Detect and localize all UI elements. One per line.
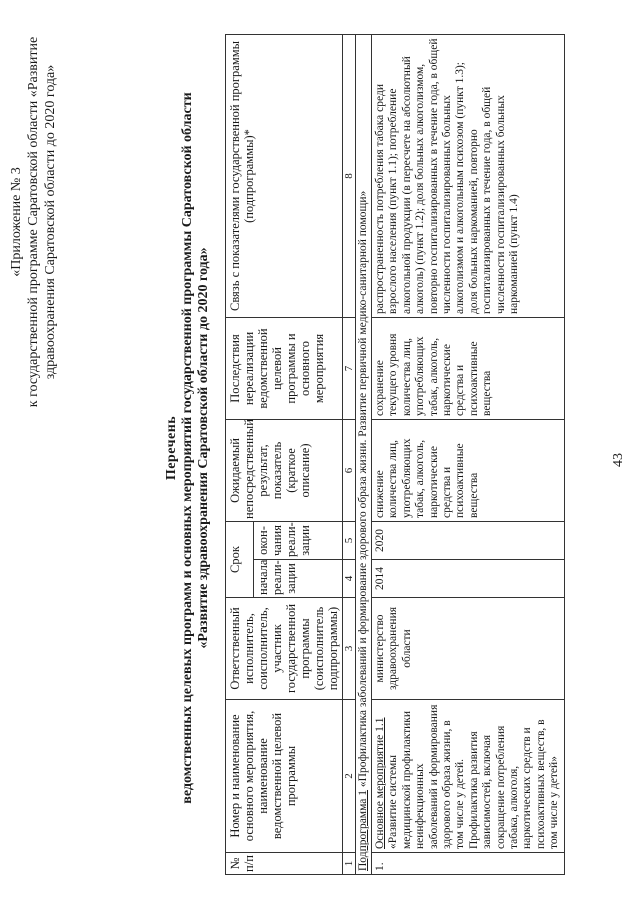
- subprogram-row: [356, 34, 372, 874]
- non-implementation-consequence: сохранение текущего уровня количества лиц, употребляющих табак, алкоголь, наркотические средства и психоактивные вещества: [372, 317, 565, 419]
- header-term: Срок: [226, 521, 254, 597]
- title-line-2: ведомственных целевых программ и основных мероприятий государственной программы Саратовской области: [180, 92, 195, 804]
- appendix-header: [8, 7, 59, 437]
- header-link: Связь с показателями государственной программы (подпрограммы)*: [226, 34, 343, 317]
- header-result: Ожидаемый непосредственный результат, показатель (краткое описание): [226, 419, 343, 521]
- measure-name-underlined: Основное мероприятие 1.1: [374, 717, 386, 849]
- appendix-line-1: «Приложение № 3: [9, 167, 24, 277]
- col-number-6: 6: [343, 419, 356, 521]
- header-num: № п/п: [226, 853, 343, 875]
- subprogram-prefix: Подпрограмма 1: [357, 789, 369, 871]
- end-year: 2020: [372, 521, 565, 559]
- col-number-2: 2: [343, 700, 356, 853]
- appendix-line-3: здравоохранения Саратовской области до 2020 года»: [43, 64, 58, 380]
- page-number: 43: [611, 453, 626, 467]
- programs-table: [225, 34, 565, 875]
- col-number-4: 4: [343, 560, 356, 598]
- col-number-7: 7: [343, 317, 356, 419]
- header-row: [226, 34, 254, 874]
- start-year: 2014: [372, 560, 565, 598]
- col-number-3: 3: [343, 598, 356, 700]
- measure-name-rest: «Развитие системы медицинской профилактики неинфекционных заболеваний и формирования здорового образа жизни, в том числе у детей. Профилактика развития зависимостей, включая сокращение потребления табака, алкоголя, наркотических средств и психоактивных веществ, в том числе у детей»: [387, 704, 561, 849]
- subprogram-name: «Профилактика заболеваний и формирование здорового образа жизни. Развитие первичной медико-санитарной помощи»: [357, 190, 369, 788]
- title-line-1: Перечень: [164, 415, 179, 481]
- col-number-1: 1: [343, 853, 356, 875]
- header-start: начала реали-зации: [253, 560, 342, 598]
- responsible-executor: министерство здравоохранения области: [372, 598, 565, 700]
- column-number-row: [343, 34, 356, 874]
- row-number: 1.: [372, 853, 565, 875]
- subprogram-cell: [356, 34, 372, 874]
- header-end: окон-чания реали-зации: [253, 521, 342, 559]
- title-line-3: «Развитие здравоохранения Саратовской области до 2020 года»: [196, 247, 211, 649]
- indicator-link: распространенность потребления табака среди взрослого населения (пункт 1.1); потребление алкогольной продукции (в пересчете на абсолютный алкоголь) (пункт 1.2); доля больных алкоголизмом, повторно госпитализированных в течение года, в общей численности госпитализированных больных алкоголизмом и алкогольным психозом (пункт 1.3); доля больных наркоманией, повторно госпитализированных в течение года, в общей численности госпитализированных больных наркоманией (пункт 1.4): [372, 34, 565, 317]
- appendix-line-2: к государственной программе Саратовской области «Развитие: [26, 36, 41, 408]
- table-row: [372, 34, 565, 874]
- header-consequence: Последствия нереализации ведомственной целевой программы и основного мероприятия: [226, 317, 343, 419]
- header-name: Номер и наименование основного мероприятия, наименование ведомственной целевой программы: [226, 700, 343, 853]
- measure-name: [372, 700, 565, 853]
- col-number-8: 8: [343, 34, 356, 317]
- header-executor: Ответственный исполнитель, соисполнитель, участник государственной программы (соисполнитель подпрограммы): [226, 598, 343, 700]
- expected-result: снижение количества лиц, употребляющих табак, алкоголь, наркотические средства и психоактивные вещества: [372, 419, 565, 521]
- document-title: [164, 27, 212, 869]
- col-number-5: 5: [343, 521, 356, 559]
